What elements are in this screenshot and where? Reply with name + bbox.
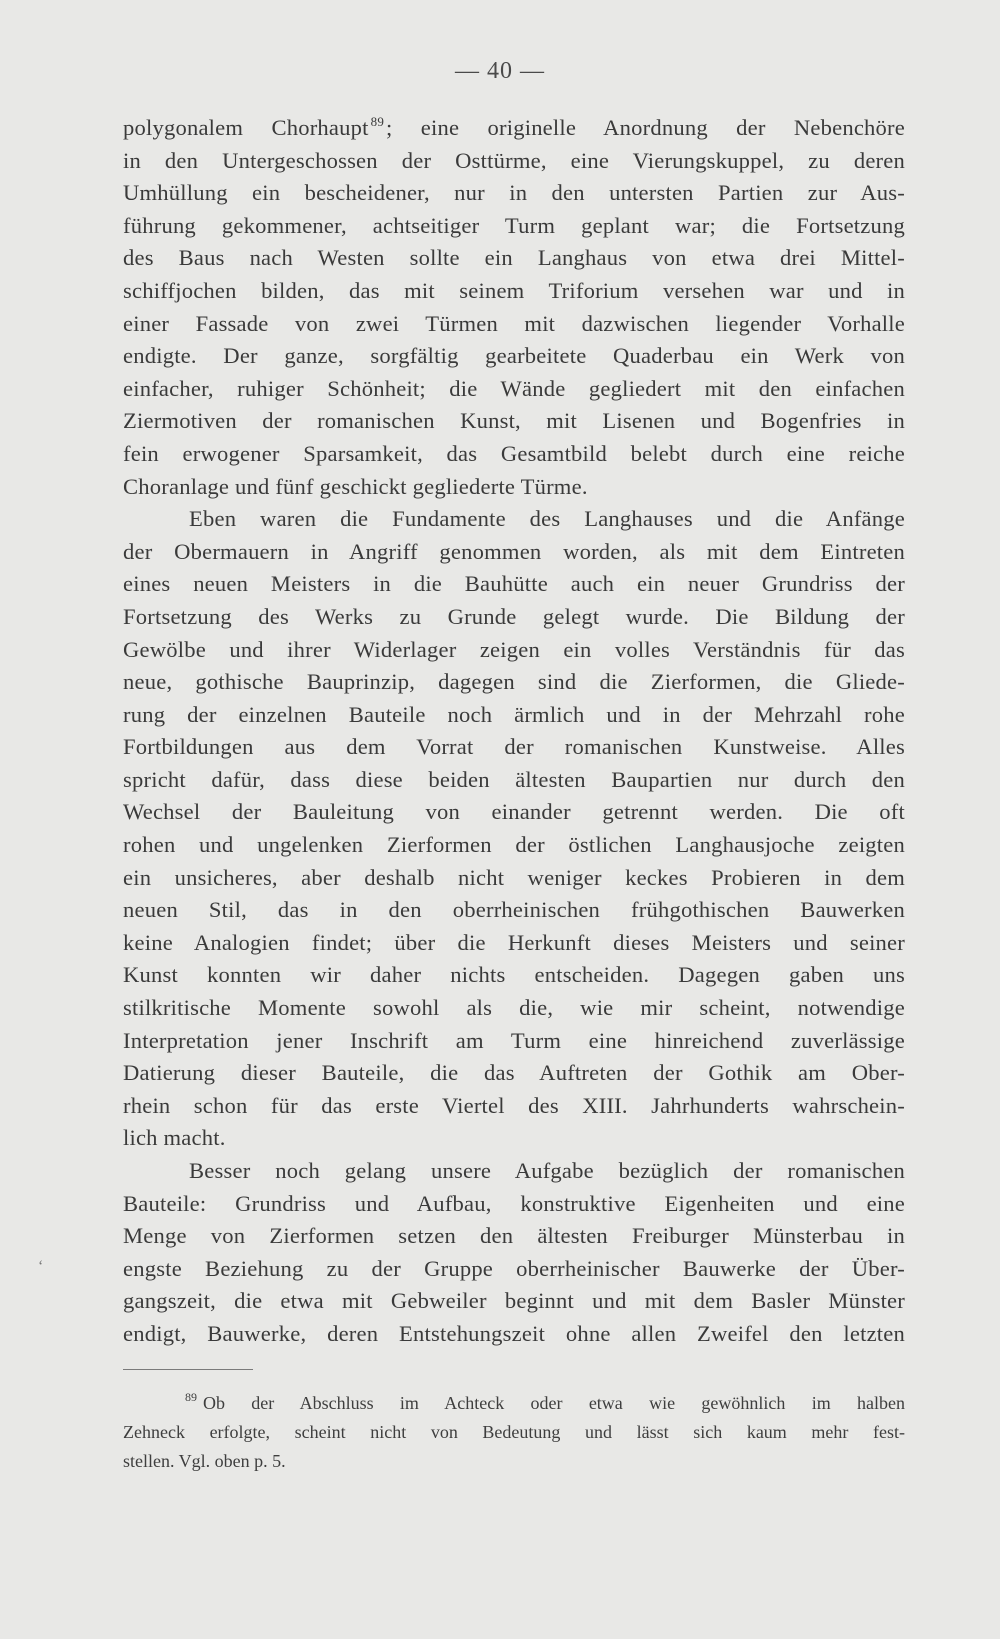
text-line: einfacher, ruhiger Schönheit; die Wände gegliedert mit den einfachen (123, 375, 905, 401)
text-line: eines neuen Meisters in die Bauhütte auch ein neuer Grundriss der (123, 571, 905, 597)
text-line: lich macht. (123, 1125, 226, 1151)
margin-mark: ‘ (38, 1258, 44, 1275)
text-line: der Obermauern in Angriff genommen worden, als mit dem Eintreten (123, 538, 905, 564)
text-line: spricht dafür, dass diese beiden ältesten Baupartien nur durch den (123, 766, 905, 792)
footnote-divider (123, 1369, 253, 1370)
text-line: führung gekommener, achtseitiger Turm geplant war; die Fortsetzung (123, 212, 905, 238)
footnotes (123, 1389, 905, 1476)
text-line: neuen Stil, das in den oberrheinischen frühgothischen Bauwerken (123, 897, 905, 923)
text-line: Umhüllung ein bescheidener, nur in den untersten Partien zur Aus- (123, 180, 905, 206)
text-line: polygonalem Chorhaupt $^{89}$; eine originelle Anordnung der Nebenchöre (123, 114, 905, 140)
text-line: stilkritische Momente sowohl als die, wie mir scheint, notwendige (123, 995, 905, 1021)
paragraph-2 (123, 503, 905, 1155)
text-line: engste Beziehung zu der Gruppe oberrheinischer Bauwerke der Über- (123, 1255, 905, 1281)
text-line: Datierung dieser Bauteile, die das Auftreten der Gothik am Ober- (123, 1060, 905, 1086)
text-line: rhein schon für das erste Viertel des XIII. Jahrhunderts wahrschein- (123, 1092, 905, 1118)
text-line: Ziermotiven der romanischen Kunst, mit Lisenen und Bogenfries in (123, 408, 905, 434)
text-line: Choranlage und fünf geschickt gegliederte Türme. (123, 473, 588, 499)
footnote-line: Zehneck erfolgte, scheint nicht von Bedeutung und lässt sich kaum mehr fest- (123, 1422, 905, 1442)
footnote-line: $^{89}$ Ob der Abschluss im Achteck oder etwa wie gewöhnlich im halben (185, 1390, 905, 1413)
main-text (123, 112, 905, 1351)
text-line: Interpretation jener Inschrift am Turm eine hinreichend zuverlässige (123, 1027, 905, 1053)
text-line: schiffjochen bilden, das mit seinem Triforium versehen war und in (123, 277, 905, 303)
text-line: fein erwogener Sparsamkeit, das Gesamtbild belebt durch eine reiche (123, 440, 905, 466)
text-line: Fortbildungen aus dem Vorrat der romanischen Kunstweise. Alles (123, 734, 905, 760)
text-line: Besser noch gelang unsere Aufgabe bezüglich der romanischen (189, 1158, 905, 1183)
text-line: rung der einzelnen Bauteile noch ärmlich und in der Mehrzahl rohe (123, 701, 905, 727)
paragraph-1 (123, 112, 905, 503)
text-line: Bauteile: Grundriss und Aufbau, konstruktive Eigenheiten und eine (123, 1190, 905, 1216)
footnote (123, 1389, 905, 1476)
text-line: rohen und ungelenken Zierformen der östlichen Langhausjoche zeigten (123, 832, 905, 858)
text-line: Eben waren die Fundamente des Langhauses und die Anfänge (189, 506, 905, 532)
text-line: Wechsel der Bauleitung von einander getrennt werden. Die oft (123, 799, 905, 825)
text-line: neue, gothische Bauprinzip, dagegen sind die Zierformen, die Gliede- (123, 669, 905, 695)
text-line: ein unsicheres, aber deshalb nicht weniger keckes Probieren in dem (123, 864, 905, 890)
text-line: Kunst konnten wir daher nichts entscheiden. Dagegen gaben uns (123, 962, 905, 988)
footnote-number: 89 (185, 1390, 197, 1404)
text-line: in den Untergeschossen der Osttürme, eine Vierungskuppel, zu deren (123, 147, 905, 173)
text-line: einer Fassade von zwei Türmen mit dazwischen liegender Vorhalle (123, 310, 905, 336)
footnote-line: stellen. Vgl. oben p. 5. (123, 1451, 286, 1471)
text-line: Menge von Zierformen setzen den ältesten Freiburger Münsterbau in (123, 1223, 905, 1249)
text-line: Fortsetzung des Werks zu Grunde gelegt wurde. Die Bildung der (123, 603, 905, 629)
text-line: endigte. Der ganze, sorgfältig gearbeitete Quaderbau ein Werk von (123, 343, 905, 369)
footnote-reference[interactable]: 89 (370, 114, 385, 129)
text-line: des Baus nach Westen sollte ein Langhaus von etwa drei Mittel- (123, 245, 905, 271)
text-line: endigt, Bauwerke, deren Entstehungszeit ohne allen Zweifel den letzten (123, 1320, 905, 1346)
text-line: Gewölbe und ihrer Widerlager zeigen ein volles Verständnis für das (123, 636, 905, 662)
page-number: — 40 — (455, 58, 545, 84)
text-line: keine Analogien findet; über die Herkunft dieses Meisters und seiner (123, 929, 905, 955)
text-line: gangszeit, die etwa mit Gebweiler beginnt und mit dem Basler Münster (123, 1288, 905, 1314)
paragraph-3 (123, 1155, 905, 1351)
